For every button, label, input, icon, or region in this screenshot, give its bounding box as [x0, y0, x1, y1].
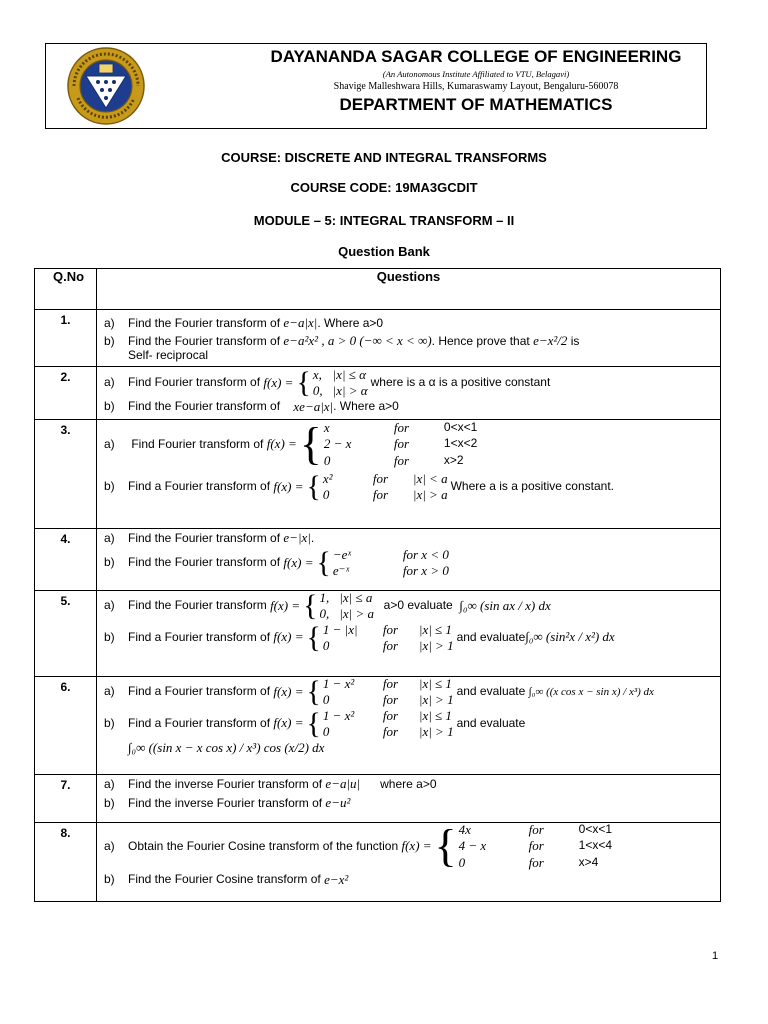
case-condition: |x| > α: [332, 383, 368, 399]
question-part: [97, 531, 720, 546]
question-number: 8.: [35, 823, 97, 902]
math-expression: f(x) =: [273, 629, 304, 645]
page-number: 1: [712, 950, 719, 962]
case-condition: |x| > a: [412, 487, 448, 503]
case-condition: for x < 0: [402, 546, 449, 562]
math-expression: f(x) =: [266, 435, 297, 451]
question-text: Find the Fourier transform of: [128, 333, 281, 348]
question-part: [97, 706, 720, 740]
department-name: DEPARTMENT OF MATHEMATICS: [339, 95, 613, 114]
question-text: and evaluate: [456, 629, 526, 644]
question-text: Find the Fourier transform: [128, 598, 267, 613]
integral-expression: ∫₀∞ (sin ax / x) dx: [459, 597, 551, 613]
question-cell: [97, 775, 721, 823]
case-condition: |x| > 1: [418, 692, 454, 708]
question-cell: [97, 367, 721, 420]
question-text: a>0 evaluate: [383, 598, 453, 613]
case-condition: 1<x<2: [443, 436, 478, 451]
question-text: Find the inverse Fourier transform of: [128, 776, 323, 791]
question-text: Find a Fourier transform of: [128, 479, 271, 494]
case-value: 0,: [312, 383, 323, 399]
case-value: 0: [322, 637, 330, 653]
question-cell: [97, 820, 721, 902]
brace-icon: {: [316, 546, 331, 580]
case-condition: 0<x<1: [443, 420, 478, 434]
math-expression: f(x) =: [270, 597, 301, 613]
piecewise-function: [316, 548, 448, 579]
case-condition: |x| ≤ α: [332, 367, 366, 382]
question-text: . Where a>0: [333, 399, 399, 414]
case-condition: |x| ≤ 1: [418, 676, 452, 691]
question-part: [97, 873, 720, 888]
math-expression: f(x) =: [283, 554, 314, 570]
case-value: x: [323, 420, 330, 435]
case-keyword: for: [382, 692, 399, 708]
question-cell: [97, 677, 721, 775]
piecewise-function: [434, 820, 613, 872]
integral-expression: ∫₀∞ ((sin x − x cos x) / x³) cos (x/2) dx: [128, 740, 325, 756]
college-name: DAYANANDA SAGAR COLLEGE OF ENGINEERING: [270, 47, 682, 66]
case-keyword: for: [382, 637, 399, 653]
math-expression: , a > 0 (−∞ < x < ∞): [321, 332, 432, 348]
question-part: [97, 796, 720, 811]
table-row: [35, 591, 721, 677]
question-number: 3.: [35, 420, 97, 529]
question-text: and evaluate: [456, 715, 526, 730]
question-text: Obtain the Fourier Cosine transform of the function: [128, 838, 399, 853]
question-part: [97, 591, 720, 622]
question-number: 7.: [35, 775, 97, 823]
part-label: b): [104, 479, 115, 494]
case-value: 2 − x: [323, 436, 352, 452]
math-expression: xe−a|x|: [293, 398, 334, 414]
case-keyword: for: [372, 470, 389, 486]
math-expression: f(x) =: [401, 837, 432, 853]
question-part: [97, 777, 720, 792]
case-condition: |x| > a: [339, 606, 374, 622]
qno-column-header: Q.No: [35, 269, 97, 310]
question-text: Where a is a positive constant.: [450, 479, 614, 494]
question-text: Find Fourier transform of: [128, 375, 261, 390]
case-condition: x>4: [578, 854, 599, 869]
college-seal-icon: [66, 46, 146, 126]
case-keyword: for: [393, 436, 410, 452]
brace-icon: {: [296, 366, 311, 400]
case-keyword: for: [528, 822, 544, 837]
piecewise-function: [296, 368, 367, 399]
question-text: .: [310, 530, 315, 545]
module-title: MODULE – 5: INTEGRAL TRANSFORM – II: [253, 213, 515, 228]
question-number: 6.: [35, 677, 97, 775]
case-value: 1,: [319, 590, 330, 605]
case-condition: |x| ≤ 1: [418, 621, 452, 637]
math-expression: e−a|x|: [283, 315, 318, 330]
question-text: Find a Fourier transform of: [128, 629, 271, 644]
math-expression: f(x) =: [273, 715, 304, 731]
part-label: b): [104, 399, 115, 414]
part-label: b): [104, 555, 115, 570]
question-text: Find the Fourier Cosine transform of: [128, 872, 321, 887]
part-label: a): [104, 684, 115, 699]
table-row: [35, 677, 721, 775]
case-value: 0: [322, 723, 330, 739]
case-keyword: for: [372, 487, 389, 503]
part-label: a): [104, 375, 115, 390]
question-cell: [97, 529, 721, 591]
piecewise-function: [306, 620, 454, 654]
math-expression: e−x²: [324, 871, 349, 887]
case-value: 0: [322, 487, 330, 503]
case-value: −eˣ: [332, 546, 352, 562]
table-row: [35, 529, 721, 591]
header-box: [45, 43, 707, 129]
case-condition: |x| ≤ a: [339, 590, 373, 605]
case-condition: x>2: [443, 452, 464, 467]
question-text: . Hence prove that: [431, 333, 530, 348]
table-header-row: [35, 269, 721, 310]
question-text: Find the Fourier transform of: [128, 530, 281, 545]
question-part: [97, 418, 720, 470]
questions-column-header: Questions: [97, 269, 721, 310]
case-value: 4 − x: [458, 838, 487, 854]
math-expression: e−a²x²: [283, 332, 319, 348]
part-label: b): [104, 715, 115, 730]
table-row: [35, 367, 721, 420]
part-label: a): [104, 598, 115, 613]
case-condition: 0<x<1: [578, 822, 613, 836]
question-part: [97, 368, 720, 399]
question-text: Find Fourier transform of: [131, 436, 264, 451]
brace-icon: {: [434, 820, 457, 872]
case-value: 0: [322, 692, 330, 708]
question-text: Find a Fourier transform of: [128, 684, 271, 699]
brace-icon: {: [303, 589, 318, 623]
table-row: [35, 775, 721, 823]
case-condition: for x > 0: [402, 563, 449, 579]
math-expression: e−a|u|: [325, 776, 361, 791]
question-table: [34, 268, 721, 902]
part-label: a): [104, 530, 115, 545]
case-condition: |x| > 1: [418, 637, 454, 653]
piecewise-function: [306, 706, 454, 740]
case-keyword: for: [382, 707, 399, 723]
part-label: b): [104, 333, 115, 348]
question-cell: [97, 310, 721, 367]
course-code: COURSE CODE: 19MA3GCDIT: [290, 180, 478, 195]
question-text: where a>0: [380, 776, 437, 791]
math-expression: f(x) =: [273, 478, 304, 494]
case-keyword: for: [528, 838, 544, 854]
question-number: 4.: [35, 529, 97, 591]
piecewise-function: [306, 472, 447, 503]
question-cell: [97, 591, 721, 677]
question-part: [97, 548, 720, 579]
part-label: b): [104, 795, 115, 810]
case-value: 0: [458, 854, 466, 870]
table-row: [35, 420, 721, 529]
case-value: e⁻ˣ: [332, 563, 350, 579]
question-text: Find a Fourier transform of: [128, 715, 271, 730]
college-logo: [66, 46, 146, 126]
part-label: a): [104, 838, 115, 853]
case-value: 0,: [319, 606, 330, 622]
brace-icon: {: [306, 470, 321, 504]
math-expression: e−x²/2: [533, 332, 568, 348]
question-part: [97, 677, 720, 708]
case-keyword: for: [528, 854, 544, 870]
case-keyword: for: [382, 676, 399, 691]
question-number: 1.: [35, 310, 97, 367]
case-condition: |x| < a: [412, 470, 448, 486]
table-row: [35, 310, 721, 367]
case-value: x,: [312, 367, 322, 382]
brace-icon: {: [306, 620, 321, 654]
math-expression: f(x) =: [263, 374, 294, 390]
question-part: [97, 334, 720, 349]
case-keyword: for: [382, 621, 399, 637]
case-keyword: for: [393, 420, 410, 435]
case-keyword: for: [393, 452, 410, 468]
autonomous-note: (An Autonomous Institute Affiliated to VTU, Belagavi): [382, 69, 570, 79]
case-value: x²: [322, 470, 333, 486]
question-text: where is a α is a positive constant: [370, 375, 551, 390]
part-label: a): [104, 776, 115, 791]
part-label: b): [104, 629, 115, 644]
question-cell: [97, 420, 721, 529]
brace-icon: {: [306, 706, 321, 740]
question-text: . Where a>0: [317, 315, 384, 330]
question-part: [97, 400, 720, 415]
question-text: Find the Fourier transform of: [128, 399, 281, 414]
piecewise-function: [303, 591, 374, 622]
question-number: 2.: [35, 367, 97, 420]
case-condition: |x| > 1: [418, 723, 454, 739]
question-text: Find the Fourier transform of: [128, 315, 281, 330]
case-value: 1 − x²: [322, 707, 355, 723]
question-bank-title: Question Bank: [338, 244, 430, 259]
table-row: [35, 823, 721, 902]
case-value: 1 − |x|: [322, 621, 358, 637]
piecewise-function: [299, 418, 478, 470]
case-keyword: for: [382, 723, 399, 739]
case-value: 1 − x²: [322, 676, 355, 691]
math-expression: e−|x|: [283, 530, 311, 545]
integral-expression: ∫₀∞ ((x cos x − sin x) / x³) dx: [528, 685, 654, 698]
part-label: a): [104, 315, 115, 330]
brace-icon: {: [306, 675, 321, 709]
brace-icon: {: [299, 418, 322, 470]
question-text: is: [570, 333, 580, 348]
part-label: a): [104, 436, 115, 451]
part-label: b): [104, 872, 115, 887]
question-number: 5.: [35, 591, 97, 677]
question-text: Self- reciprocal: [128, 347, 209, 362]
question-text: Find the Fourier transform of: [128, 555, 281, 570]
math-expression: f(x) =: [273, 683, 304, 699]
case-value: 4x: [458, 822, 471, 837]
course-title: COURSE: DISCRETE AND INTEGRAL TRANSFORMS: [221, 150, 547, 165]
case-value: 0: [323, 452, 331, 468]
math-expression: e−u²: [325, 794, 351, 810]
case-condition: 1<x<4: [578, 838, 613, 853]
question-part: [97, 472, 720, 503]
question-text: and evaluate: [456, 684, 526, 699]
integral-expression: ∫₀∞ (sin²x / x²) dx: [525, 629, 615, 645]
question-part: [97, 316, 720, 331]
piecewise-function: [306, 677, 453, 708]
college-address: Shavige Malleshwara Hills, Kumaraswamy Layout, Bengaluru-560078: [333, 81, 619, 92]
question-text: Find the inverse Fourier transform of: [128, 795, 323, 810]
question-part: [97, 620, 720, 654]
question-part: [97, 820, 720, 872]
case-condition: |x| ≤ 1: [418, 707, 452, 723]
